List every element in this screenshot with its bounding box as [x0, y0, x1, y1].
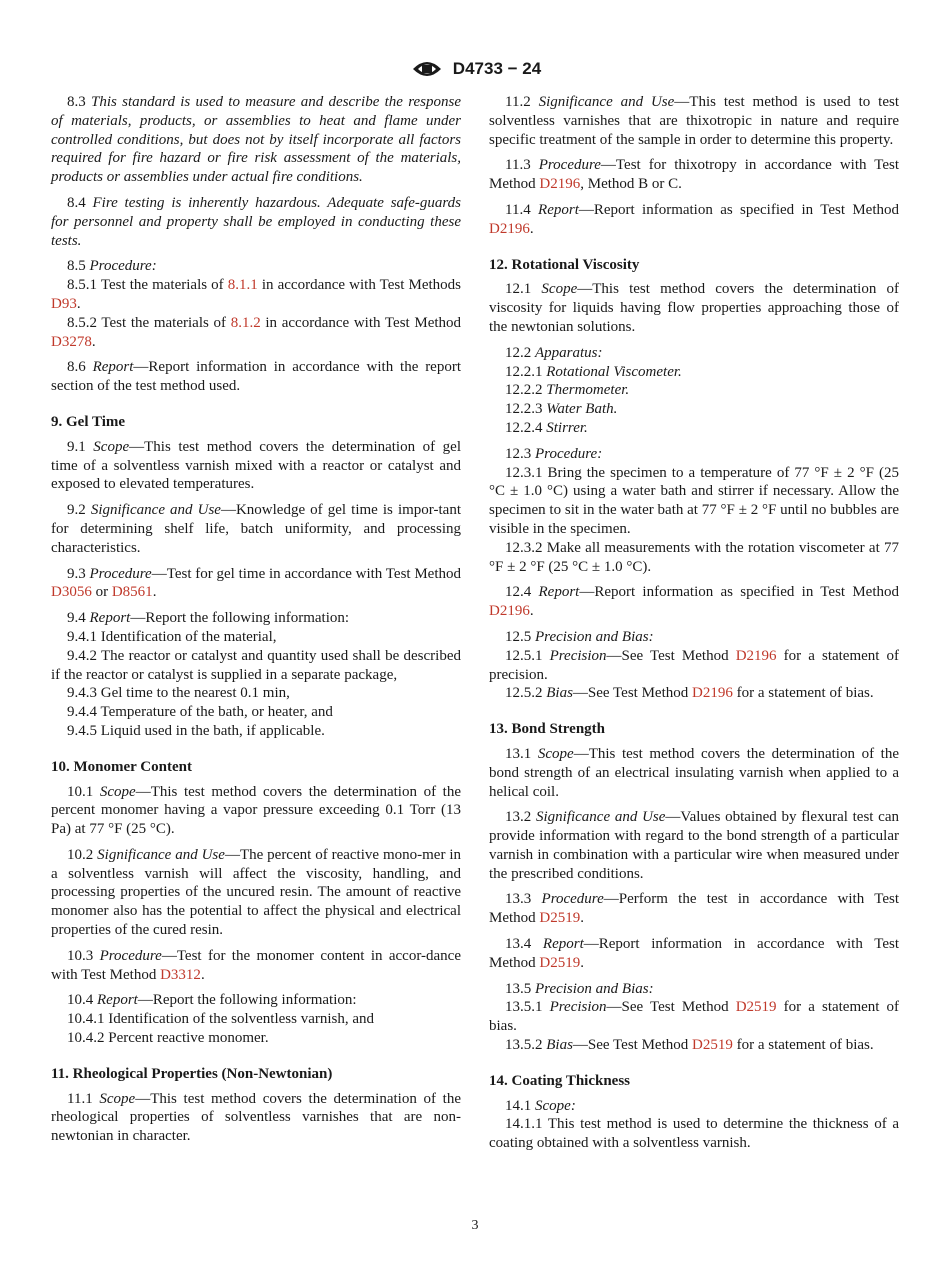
link-d2519[interactable]: D2519: [539, 954, 581, 971]
page-header: [0, 56, 950, 82]
para-14-1-1: 14.1.1 This test method is used to determine the thickness of a coating obtained with a solventless varnish.: [489, 1116, 899, 1152]
heading-11: 11. Rheological Properties (Non-Newtonian): [51, 1065, 333, 1082]
para-12-5-1: 12.5.1 Precision—See Test Method D2196 for a statement of precision.: [489, 647, 900, 683]
para-8-5: 8.5 Procedure:: [67, 258, 157, 275]
link-d3278[interactable]: D3278: [51, 333, 92, 350]
para-13-5-1: 13.5.1 Precision—See Test Method D2519 for a statement of bias.: [489, 999, 900, 1035]
link-d2196[interactable]: D2196: [489, 220, 530, 237]
para-8-5-2: 8.5.2 Test the materials of 8.1.2 in accordance with Test Method D3278.: [51, 314, 462, 350]
para-10-4-2: 10.4.2 Percent reactive monomer.: [67, 1030, 269, 1047]
para-13-5: 13.5 Precision and Bias:: [505, 980, 654, 997]
para-12-2: 12.2 Apparatus:: [505, 344, 603, 361]
heading-13: 13. Bond Strength: [489, 721, 606, 738]
para-12-2-3: 12.2.3 Water Bath.: [505, 401, 618, 418]
para-12-5-2: 12.5.2 Bias—See Test Method D2196 for a statement of bias.: [505, 685, 874, 702]
link-d93[interactable]: D93: [51, 295, 77, 312]
para-12-3: 12.3 Procedure:: [505, 445, 603, 462]
para-9-4-5: 9.4.5 Liquid used in the bath, if applicable.: [67, 722, 325, 739]
heading-10: 10. Monomer Content: [51, 758, 192, 775]
para-12-2-1: 12.2.1 Rotational Viscometer.: [505, 363, 682, 380]
para-12-2-2: 12.2.2 Thermometer.: [505, 382, 630, 399]
link-d8561[interactable]: D8561: [111, 584, 153, 601]
para-9-4-2: 9.4.2 The reactor or catalyst and quantity used shall be described if the reactor or catalyst is supplied in a separate package,: [51, 647, 461, 683]
page-number: 3: [471, 1218, 479, 1233]
para-9-4: 9.4 Report—Report the following information:: [67, 610, 350, 627]
para-13-3: 13.3 Procedure—Perform the test in accordance with Test Method D2519.: [489, 891, 899, 927]
link-d2519[interactable]: D2519: [539, 910, 581, 927]
para-9-4-4: 9.4.4 Temperature of the bath, or heater, and: [67, 704, 333, 721]
para-12-2-4: 12.2.4 Stirrer.: [505, 419, 588, 436]
para-12-3-2: 12.3.2 Make all measurements with the rotation viscometer at 77 °F ± 2 °F (25 °C ± 1.0 °C).: [489, 539, 899, 575]
left-column: [51, 93, 461, 1146]
para-11-3: 11.3 Procedure—Test for thixotropy in accordance with Test Method D2196, Method B or C.: [489, 157, 899, 193]
para-10-3: 10.3 Procedure—Test for the monomer content in accor-dance with Test Method D3312.: [51, 947, 461, 983]
link-d2196[interactable]: D2196: [735, 647, 777, 664]
para-12-5: 12.5 Precision and Bias:: [505, 628, 654, 645]
para-8-4: 8.4 Fire testing is inherently hazardous. Adequate safe-guards for personnel and property shall be employed in conducting these tests.: [51, 194, 461, 249]
para-13-1: 13.1 Scope—This test method covers the determination of the bond strength of an electrical insulating varnish when applied to a helical coil.: [489, 745, 900, 800]
para-9-3: 9.3 Procedure—Test for gel time in accordance with Test Method D3056 or D8561.: [51, 565, 462, 601]
para-11-2: 11.2 Significance and Use—This test method is used to test solventless varnishes that are thixotropic in nature and require specific treatment of the sample in order to determine this property.: [489, 94, 899, 148]
link-d2196[interactable]: D2196: [489, 603, 530, 620]
link-d2519[interactable]: D2519: [692, 1037, 733, 1054]
para-11-1: 11.1 Scope—This test method covers the determination of the rheological properties of solventless varnishes that are non-newtonian in character.: [51, 1090, 461, 1145]
link-d3312[interactable]: D3312: [160, 966, 201, 983]
para-14-1: 14.1 Scope:: [505, 1097, 576, 1114]
designation-title: D4733 − 24: [452, 59, 542, 78]
para-12-1: 12.1 Scope—This test method covers the determination of viscosity for liquids having flow properties approaching those of the newtonian solutions.: [489, 281, 900, 335]
para-9-1: 9.1 Scope—This test method covers the determination of gel time of a solventless varnish mixed with a reactor or catalyst and exposed to elevated temperatures.: [51, 438, 462, 493]
link-d2519[interactable]: D2519: [735, 999, 777, 1016]
para-10-1: 10.1 Scope—This test method covers the determination of the percent monomer having a vapor pressure exceeding 0.1 Torr (13 Pa) at 77 °F (25 °C).: [51, 783, 462, 838]
para-12-3-1: 12.3.1 Bring the specimen to a temperature of 77 °F ± 2 °F (25 °C ± 1.0 °C) using a water bath and stirrer if necessary. Allow the specimen to sit in the water bath at 77 °F ± 2 °F until no bubbles are visible in the specimen.: [489, 464, 899, 537]
para-10-2: 10.2 Significance and Use—The percent of reactive mono-mer in a solventless varnish will affect the viscosity, handling, and processing properties of the uncured resin. The amount of reactive monomer also has the potential to affect the physical and electrical properties of the cured resin.: [51, 846, 462, 939]
link-d2196[interactable]: D2196: [692, 685, 733, 702]
para-13-2: 13.2 Significance and Use—Values obtained by flexural test can provide information with regard to the bond strength of a particular varnish in combination with a particular wire when measured under the prescribed conditions.: [489, 809, 899, 882]
heading-14: 14. Coating Thickness: [489, 1072, 631, 1089]
para-10-4: 10.4 Report—Report the following information:: [67, 992, 357, 1009]
link-d2196[interactable]: D2196: [539, 176, 581, 193]
para-9-4-1: 9.4.1 Identification of the material,: [67, 628, 277, 645]
astm-logo-icon: [409, 56, 445, 82]
right-column: [489, 93, 899, 1153]
link-8-1-2[interactable]: 8.1.2: [230, 314, 261, 331]
para-9-2: 9.2 Significance and Use—Knowledge of gel time is impor-tant for determining shelf life, batch uniformity, and processing characteristics.: [51, 502, 461, 556]
heading-12: 12. Rotational Viscosity: [489, 256, 640, 273]
para-12-4: 12.4 Report—Report information as specified in Test Method D2196.: [489, 584, 899, 620]
para-11-4: 11.4 Report—Report information as specified in Test Method D2196.: [489, 201, 899, 237]
para-8-6: 8.6 Report—Report information in accordance with the report section of the test method used.: [51, 359, 462, 395]
para-13-4: 13.4 Report—Report information in accordance with Test Method D2519.: [489, 936, 899, 971]
para-8-3: 8.3 This standard is used to measure and describe the response of materials, products, or assemblies to heat and flame under controlled conditions, but does not by itself incorporate all factors required for fire hazard or fire risk assessment of the materials, products or assemblies under actual fire conditions.: [51, 94, 461, 186]
heading-9: 9. Gel Time: [51, 413, 126, 430]
para-9-4-3: 9.4.3 Gel time to the nearest 0.1 min,: [67, 685, 290, 702]
para-8-5-1: 8.5.1 Test the materials of 8.1.1 in accordance with Test Methods D93.: [51, 277, 461, 312]
link-d3056[interactable]: D3056: [51, 584, 92, 601]
para-13-5-2: 13.5.2 Bias—See Test Method D2519 for a statement of bias.: [505, 1037, 874, 1054]
link-8-1-1[interactable]: 8.1.1: [227, 277, 258, 294]
para-10-4-1: 10.4.1 Identification of the solventless varnish, and: [67, 1011, 375, 1028]
